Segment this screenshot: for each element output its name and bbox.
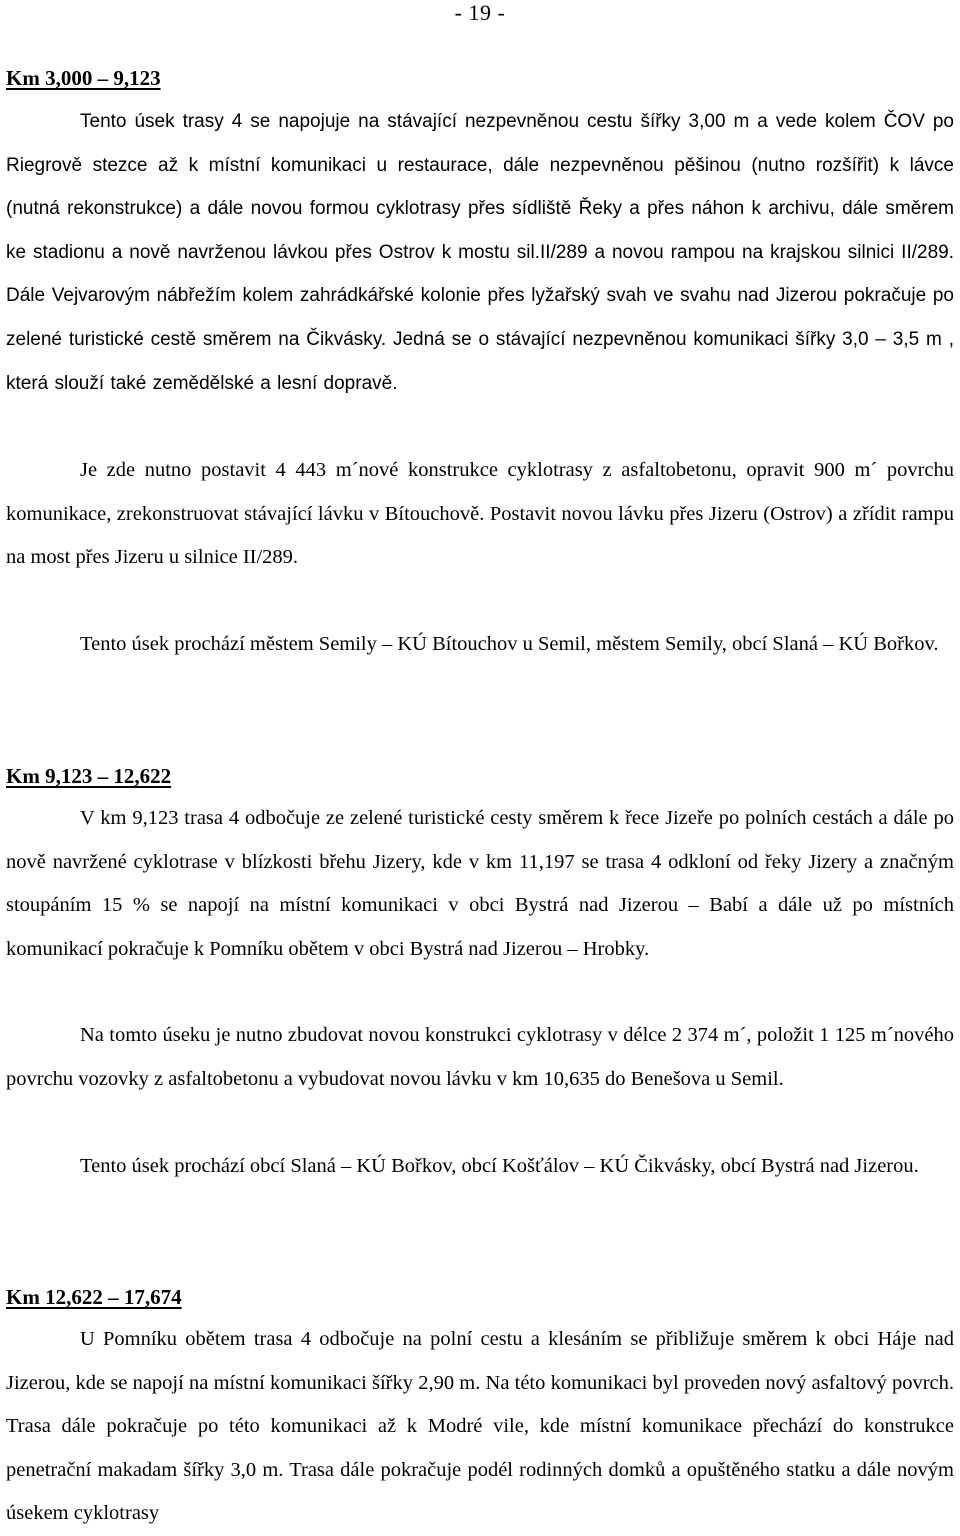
section-heading-km-12622: Km 12,622 – 17,674 bbox=[6, 1285, 182, 1309]
section-heading-km-3000: Km 3,000 – 9,123 bbox=[6, 66, 161, 90]
section-1-paragraph-3: Tento úsek prochází městem Semily – KÚ Bítouchov u Semil, městem Semily, obcí Slaná – KÚ Bořkov. bbox=[80, 633, 939, 655]
section-3-paragraph-1: U Pomníku obětem trasa 4 odbočuje na polní cestu a klesáním se přibližuje směrem k obci Háje nad Jizerou, kde se napojí na místní komunikaci šířky 2,90 m. Na této komunikaci byl proveden nový asfaltový povrch. Trasa dále pokračuje po této komunikaci až k Modré vile, kde místní komunikace přechází do konstrukce penetrační makadam šířky 3,0 m. Trasa dále pokračuje podél rodinných domků a opuštěného statku a dále novým úsekem cyklotrasy bbox=[6, 1328, 954, 1525]
section-1-paragraph-1: Tento úsek trasy 4 se napojuje na stávající nezpevněnou cestu šířky 3,00 m a vede kolem ČOV po Riegrově stezce až k místní komunikaci u restaurace, dále nezpevněnou pěšinou (nutno rozšířit) k lávce (nutná rekonstrukce) a dále novou formou cyklotrasy přes sídliště Řeky a přes náhon k archivu, dále směrem ke stadionu a nově navrženou lávkou přes Ostrov k mostu sil.II/289 a novou rampou na krajskou silnici II/289. Dále Vejvarovým nábřežím kolem zahrádkářské kolonie přes lyžařský svah ve svahu nad Jizerou pokračuje po zelené turistické cestě směrem na Čikvásky. Jedná se o stávající nezpevněnou komunikaci šířky 3,0 – 3,5 m , která slouží také zemědělské a lesní dopravě. bbox=[6, 111, 954, 394]
section-1-paragraph-2: Je zde nutno postavit 4 443 m´nové konstrukce cyklotrasy z asfaltobetonu, opravit 900 m´ povrchu komunikace, zrekonstruovat stávající lávku v Bítouchově. Postavit novou lávku přes Jizeru (Ostrov) a zřídit rampu na most přes Jizeru u silnice II/289. bbox=[6, 459, 954, 569]
section-heading-km-9123: Km 9,123 – 12,622 bbox=[6, 764, 172, 788]
section-2-paragraph-1: V km 9,123 trasa 4 odbočuje ze zelené turistické cesty směrem k řece Jizeře po polních cestách a dále po nově navržené cyklotrase v blízkosti břehu Jizery, kde v km 11,197 se trasa 4 odkloní od řeky Jizery a značným stoupáním 15 % se napojí na místní komunikaci v obci Bystrá nad Jizerou – Babí a dále už po místních komunikací pokračuje k Pomníku obětem v obci Bystrá nad Jizerou – Hrobky. bbox=[6, 807, 954, 960]
section-2-paragraph-2: Na tomto úseku je nutno zbudovat novou konstrukci cyklotrasy v délce 2 374 m´, položit 1 125 m´nového povrchu vozovky z asfaltobetonu a vybudovat novou lávku v km 10,635 do Benešova u Semil. bbox=[6, 1024, 954, 1090]
section-2-paragraph-3: Tento úsek prochází obcí Slaná – KÚ Bořkov, obcí Košťálov – KÚ Čikvásky, obcí Bystrá nad Jizerou. bbox=[80, 1155, 919, 1177]
page-number: - 19 - bbox=[454, 0, 506, 25]
